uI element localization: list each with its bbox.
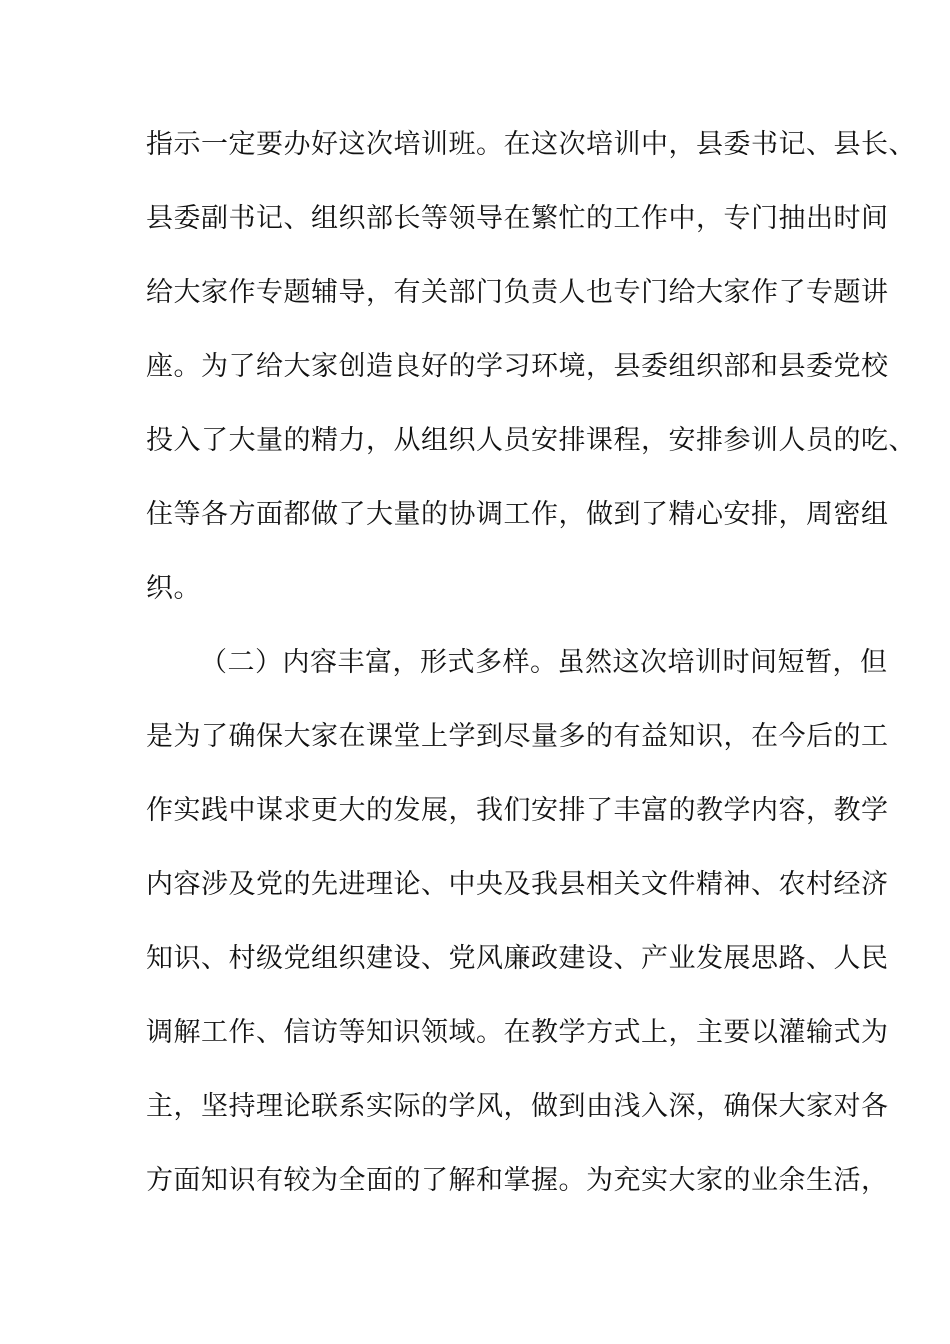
text-line: 调解工作、信访等知识领域。在教学方式上，主要以灌输式为 (146, 1017, 889, 1048)
text-line: 方面知识有较为全面的了解和掌握。为充实大家的业余生活， (146, 1165, 889, 1196)
text-line: 住等各方面都做了大量的协调工作，做到了精心安排，周密组 (146, 499, 889, 530)
text-line: 织。 (146, 573, 201, 604)
text-line: 内容涉及党的先进理论、中央及我县相关文件精神、农村经济 (146, 869, 889, 900)
text-line: 投入了大量的精力，从组织人员安排课程，安排参训人员的吃、 (146, 425, 916, 456)
text-line: 主，坚持理论联系实际的学风，做到由浅入深，确保大家对各 (146, 1091, 889, 1122)
text-line: 县委副书记、组织部长等领导在繁忙的工作中，专门抽出时间 (146, 203, 889, 234)
section-heading-line: （二）内容丰富，形式多样。虽然这次培训时间短暂，但 (200, 647, 888, 678)
text-line: 指示一定要办好这次培训班。在这次培训中，县委书记、县长、 (146, 129, 916, 160)
text-line: 作实践中谋求更大的发展，我们安排了丰富的教学内容，教学 (146, 795, 889, 826)
text-line: 是为了确保大家在课堂上学到尽量多的有益知识，在今后的工 (146, 721, 889, 752)
body-text (146, 122, 916, 1232)
text-line: 给大家作专题辅导，有关部门负责人也专门给大家作了专题讲 (146, 277, 889, 308)
text-line: 座。为了给大家创造良好的学习环境，县委组织部和县委党校 (146, 351, 889, 382)
text-line: 知识、村级党组织建设、党风廉政建设、产业发展思路、人民 (146, 943, 889, 974)
